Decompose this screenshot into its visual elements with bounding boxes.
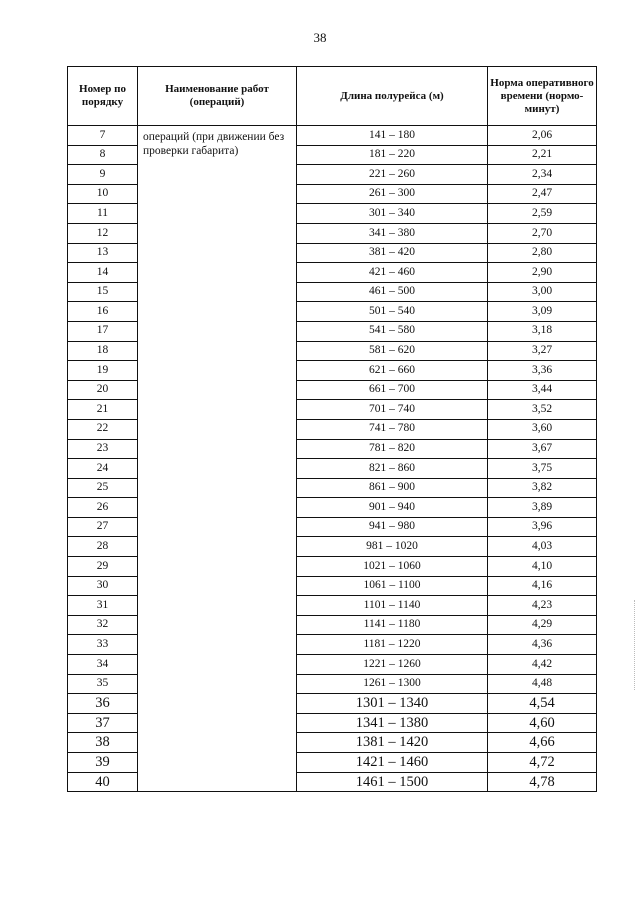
- row-number: 17: [68, 321, 138, 341]
- row-number: 37: [68, 713, 138, 733]
- row-norm: 4,36: [488, 635, 597, 655]
- row-length: 701 – 740: [297, 400, 488, 420]
- row-length: 261 – 300: [297, 184, 488, 204]
- row-length: 1261 – 1300: [297, 674, 488, 694]
- row-norm: 4,72: [488, 753, 597, 773]
- row-number: 7: [68, 126, 138, 146]
- row-norm: 4,66: [488, 733, 597, 753]
- row-norm: 2,06: [488, 126, 597, 146]
- row-length: 741 – 780: [297, 419, 488, 439]
- row-number: 33: [68, 635, 138, 655]
- row-number: 8: [68, 145, 138, 165]
- row-length: 1341 – 1380: [297, 713, 488, 733]
- row-number: 20: [68, 380, 138, 400]
- row-length: 1421 – 1460: [297, 753, 488, 773]
- norms-table: [67, 66, 597, 792]
- row-length: 1061 – 1100: [297, 576, 488, 596]
- row-number: 16: [68, 302, 138, 322]
- header-norm: Норма оперативного времени (нормо-минут): [488, 67, 597, 126]
- row-length: 941 – 980: [297, 517, 488, 537]
- row-length: 501 – 540: [297, 302, 488, 322]
- header-operation: Наименование работ (операций): [138, 67, 297, 126]
- row-number: 9: [68, 165, 138, 185]
- row-norm: 4,60: [488, 713, 597, 733]
- row-norm: 2,80: [488, 243, 597, 263]
- row-length: 1101 – 1140: [297, 596, 488, 616]
- row-norm: 4,54: [488, 694, 597, 714]
- row-norm: 3,67: [488, 439, 597, 459]
- row-norm: 3,36: [488, 361, 597, 381]
- row-norm: 2,90: [488, 263, 597, 283]
- row-length: 381 – 420: [297, 243, 488, 263]
- row-norm: 2,21: [488, 145, 597, 165]
- row-norm: 4,10: [488, 557, 597, 577]
- row-number: 18: [68, 341, 138, 361]
- row-number: 36: [68, 694, 138, 714]
- row-length: 421 – 460: [297, 263, 488, 283]
- row-norm: 4,03: [488, 537, 597, 557]
- row-norm: 4,48: [488, 674, 597, 694]
- row-number: 40: [68, 772, 138, 792]
- row-norm: 3,75: [488, 459, 597, 479]
- row-number: 23: [68, 439, 138, 459]
- row-norm: 4,16: [488, 576, 597, 596]
- row-number: 15: [68, 282, 138, 302]
- row-norm: 3,18: [488, 321, 597, 341]
- row-norm: 4,23: [488, 596, 597, 616]
- row-norm: 3,89: [488, 498, 597, 518]
- row-number: 32: [68, 615, 138, 635]
- row-length: 1461 – 1500: [297, 772, 488, 792]
- row-length: 781 – 820: [297, 439, 488, 459]
- row-length: 661 – 700: [297, 380, 488, 400]
- row-number: 22: [68, 419, 138, 439]
- row-number: 25: [68, 478, 138, 498]
- header-length: Длина полурейса (м): [297, 67, 488, 126]
- row-length: 581 – 620: [297, 341, 488, 361]
- operation-name: операций (при движении без проверки габарита): [138, 126, 297, 792]
- row-norm: 4,42: [488, 655, 597, 675]
- page-number: 38: [313, 30, 327, 45]
- row-number: 14: [68, 263, 138, 283]
- row-length: 861 – 900: [297, 478, 488, 498]
- row-number: 24: [68, 459, 138, 479]
- row-number: 29: [68, 557, 138, 577]
- row-norm: 3,52: [488, 400, 597, 420]
- row-length: 181 – 220: [297, 145, 488, 165]
- row-norm: 3,00: [488, 282, 597, 302]
- table-row: [68, 126, 597, 146]
- row-norm: 4,78: [488, 772, 597, 792]
- row-length: 541 – 580: [297, 321, 488, 341]
- row-number: 11: [68, 204, 138, 224]
- row-number: 31: [68, 596, 138, 616]
- row-length: 901 – 940: [297, 498, 488, 518]
- row-length: 141 – 180: [297, 126, 488, 146]
- row-number: 27: [68, 517, 138, 537]
- row-number: 30: [68, 576, 138, 596]
- scan-edge-mark: [634, 600, 637, 690]
- row-norm: 3,44: [488, 380, 597, 400]
- row-number: 21: [68, 400, 138, 420]
- row-number: 19: [68, 361, 138, 381]
- header-number: Номер по порядку: [68, 67, 138, 126]
- row-norm: 2,70: [488, 223, 597, 243]
- table-body: [68, 126, 597, 792]
- row-length: 621 – 660: [297, 361, 488, 381]
- table-header-row: [68, 67, 597, 126]
- row-norm: 3,09: [488, 302, 597, 322]
- row-length: 1021 – 1060: [297, 557, 488, 577]
- row-number: 28: [68, 537, 138, 557]
- row-length: 1221 – 1260: [297, 655, 488, 675]
- row-number: 10: [68, 184, 138, 204]
- row-length: 821 – 860: [297, 459, 488, 479]
- row-norm: 2,34: [488, 165, 597, 185]
- row-length: 1381 – 1420: [297, 733, 488, 753]
- row-norm: 3,96: [488, 517, 597, 537]
- row-norm: 3,27: [488, 341, 597, 361]
- row-norm: 2,59: [488, 204, 597, 224]
- row-number: 35: [68, 674, 138, 694]
- row-norm: 4,29: [488, 615, 597, 635]
- row-number: 13: [68, 243, 138, 263]
- row-length: 1141 – 1180: [297, 615, 488, 635]
- row-length: 221 – 260: [297, 165, 488, 185]
- row-number: 38: [68, 733, 138, 753]
- row-length: 301 – 340: [297, 204, 488, 224]
- row-number: 12: [68, 223, 138, 243]
- row-number: 26: [68, 498, 138, 518]
- row-length: 1181 – 1220: [297, 635, 488, 655]
- row-number: 34: [68, 655, 138, 675]
- row-number: 39: [68, 753, 138, 773]
- row-norm: 3,82: [488, 478, 597, 498]
- row-length: 341 – 380: [297, 223, 488, 243]
- row-length: 461 – 500: [297, 282, 488, 302]
- row-norm: 2,47: [488, 184, 597, 204]
- row-length: 1301 – 1340: [297, 694, 488, 714]
- row-norm: 3,60: [488, 419, 597, 439]
- row-length: 981 – 1020: [297, 537, 488, 557]
